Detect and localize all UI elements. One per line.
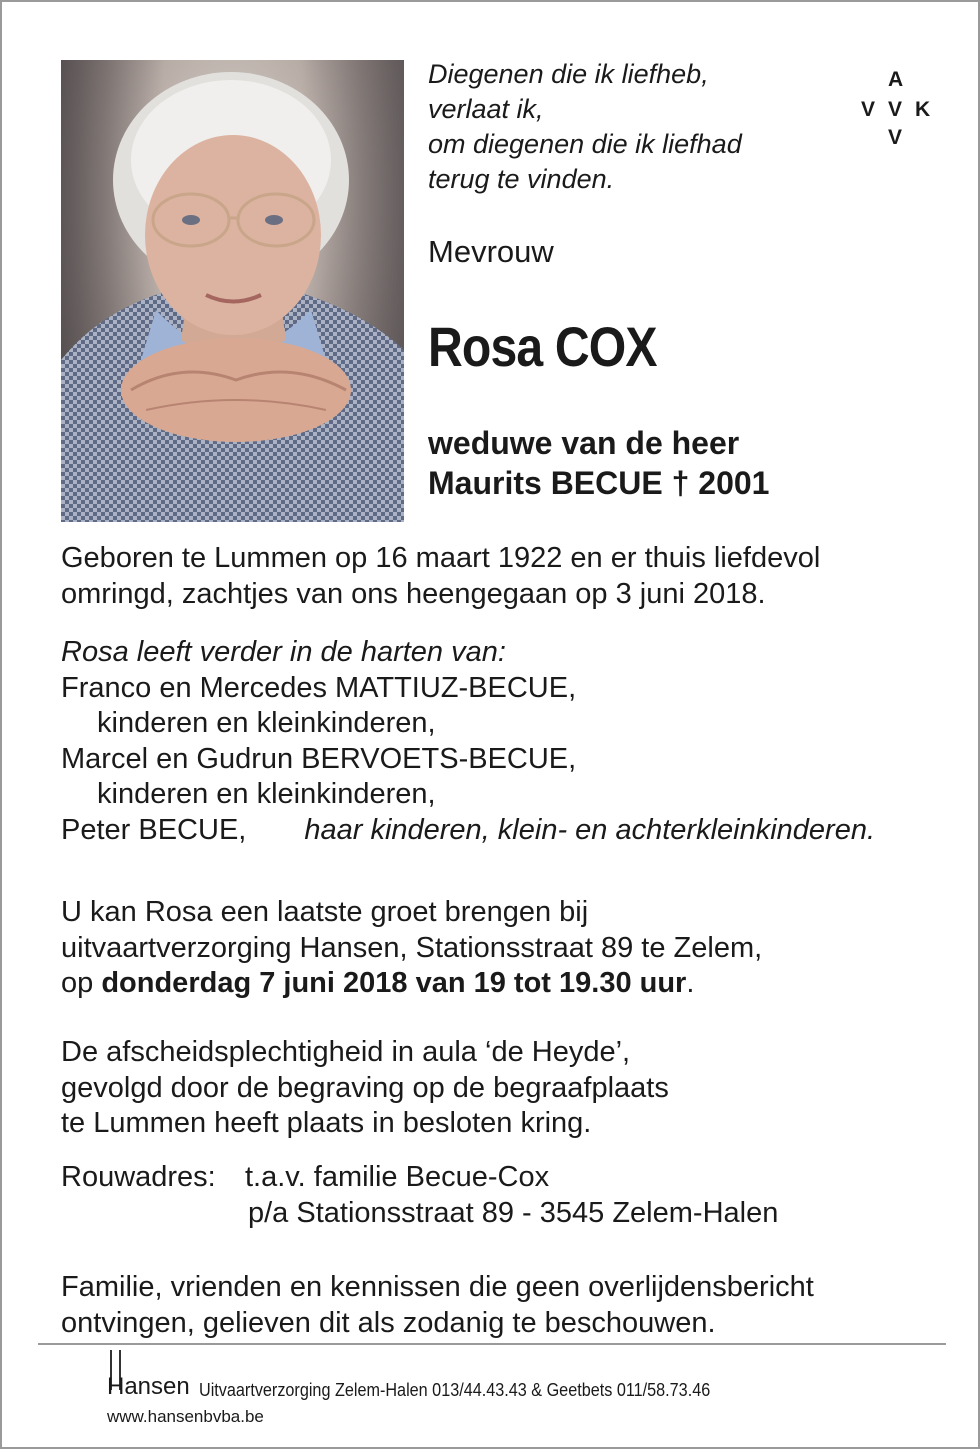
address-paragraph — [61, 1160, 778, 1231]
address-label: Rouwadres: — [61, 1161, 216, 1193]
poem-line: om diegenen die ik liefhad — [428, 129, 742, 159]
address-line — [61, 1160, 778, 1196]
visit-suffix: . — [686, 967, 695, 999]
birth-paragraph — [61, 541, 820, 612]
hansen-logo — [105, 1350, 197, 1400]
visit-datetime: donderdag 7 juni 2018 van 19 tot 19.30 uur — [101, 967, 687, 999]
poem-line: Diegenen die ik liefheb, — [428, 59, 709, 89]
footer-website: www.hansenbvba.be — [107, 1407, 264, 1426]
family-line: kinderen en kleinkinderen, — [97, 707, 436, 739]
notice-line: ontvingen, gelieven dit als zodanig te beschouwen. — [61, 1306, 716, 1339]
avvk-logo — [858, 68, 936, 152]
widow-line: weduwe van de heer — [428, 425, 740, 461]
address-recipient: t.a.v. familie Becue-Cox — [245, 1161, 550, 1193]
family-line: kinderen en kleinkinderen, — [97, 778, 436, 810]
widow-of — [428, 423, 769, 503]
family-last-name: Peter BECUE, — [61, 813, 247, 846]
family-intro: Rosa leeft verder in de harten van: — [61, 636, 506, 668]
visit-line — [61, 966, 762, 1002]
birth-line: omringd, zachtjes van ons heengegaan op 3 juni 2018. — [61, 577, 766, 610]
widow-line: Maurits BECUE † 2001 — [428, 465, 770, 501]
visit-line: U kan Rosa een laatste groet brengen bij — [61, 896, 589, 928]
avvk-logo-letter: V — [861, 98, 876, 121]
family-line: Franco en Mercedes MATTIUZ-BECUE, — [61, 671, 577, 704]
ceremony-line: gevolgd door de begraving op de begraafplaats — [61, 1071, 669, 1104]
address-street: p/a Stationsstraat 89 - 3545 Zelem-Halen — [248, 1196, 779, 1229]
poem-line: terug te vinden. — [428, 164, 615, 194]
ceremony-line: te Lummen heeft plaats in besloten kring. — [61, 1107, 592, 1139]
visit-paragraph — [61, 895, 762, 1002]
visit-prefix: op — [61, 967, 102, 999]
family-last-line — [61, 813, 875, 849]
hansen-logo-text: Hansen — [107, 1373, 190, 1400]
avvk-logo-letter: V — [888, 98, 903, 121]
ceremony-paragraph — [61, 1035, 669, 1142]
avvk-logo-letter: K — [915, 98, 931, 121]
birth-line: Geboren te Lummen op 16 maart 1922 en er thuis liefdevol — [61, 542, 821, 574]
poem-line: verlaat ik, — [428, 94, 544, 124]
deceased-name: Rosa COX — [428, 315, 657, 378]
avvk-logo-letter: A — [888, 68, 904, 91]
honorific: Mevrouw — [428, 234, 554, 269]
footer-contact: Uitvaartverzorging Zelem-Halen 013/44.43.43 & Geetbets 011/58.73.46 — [199, 1380, 711, 1400]
visit-line: uitvaartverzorging Hansen, Stationsstraat 89 te Zelem, — [61, 931, 763, 964]
ceremony-line: De afscheidsplechtigheid in aula ‘de Heyde’, — [61, 1036, 631, 1068]
family-line: Marcel en Gudrun BERVOETS-BECUE, — [61, 742, 577, 775]
portrait-illustration — [61, 60, 404, 522]
avvk-logo-letter: V — [888, 126, 903, 149]
portrait-photo — [61, 60, 404, 522]
footer-divider — [38, 1343, 946, 1345]
notice-paragraph — [61, 1270, 814, 1341]
poem — [428, 57, 742, 197]
family-paragraph — [61, 635, 875, 848]
family-last-note: haar kinderen, klein- en achterkleinkinderen. — [304, 813, 876, 846]
notice-line: Familie, vrienden en kennissen die geen overlijdensbericht — [61, 1271, 814, 1303]
